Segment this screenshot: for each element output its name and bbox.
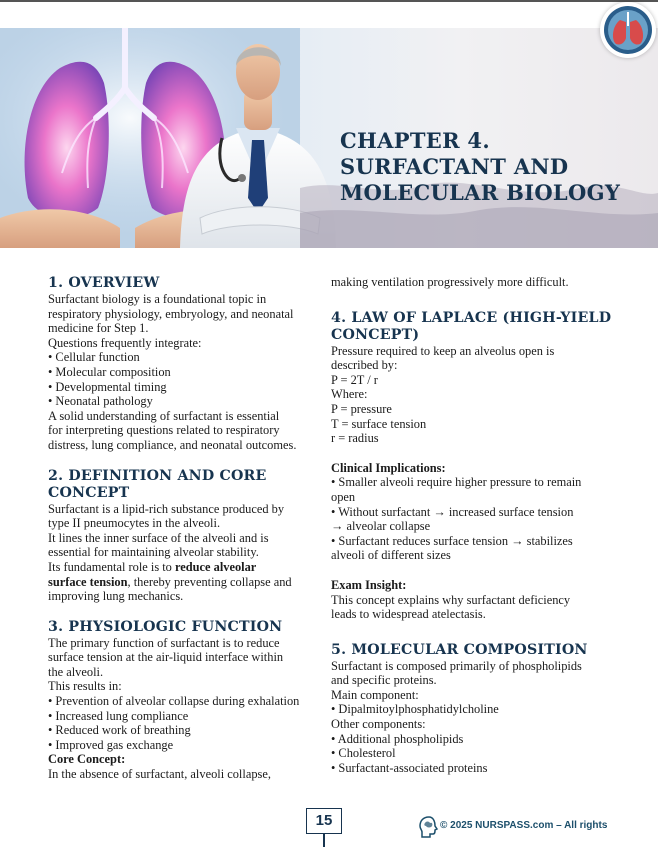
composition-bullet: • Additional phospholipids	[331, 731, 464, 746]
function-bullet: • Reduced work of breathing	[48, 723, 191, 738]
overview-line: Questions frequently integrate:	[48, 335, 202, 350]
role-post: , thereby preventing collapse and	[127, 574, 292, 589]
overview-line: for interpreting questions related to respiratory	[48, 423, 280, 438]
top-rule	[0, 0, 658, 2]
function-bullet: • Prevention of alveolar collapse during exhalation	[48, 694, 300, 709]
definition-role-line	[48, 560, 324, 575]
composition-line: Other components:	[331, 717, 426, 732]
core-concept-label: Core Concept:	[48, 752, 126, 767]
overview-line: Surfactant biology is a foundational topic in	[48, 292, 267, 306]
overview-line: A solid understanding of surfactant is essential	[48, 408, 280, 423]
chapter-title-line-2: SURFACTANT AND	[340, 154, 569, 179]
clinical-line: → alveolar collapse	[331, 519, 431, 534]
section-heading-molecular-composition: 5. MOLECULAR COMPOSITION	[331, 641, 588, 658]
copyright-notice: © 2025 NURSPASS.com – All rights	[440, 820, 608, 831]
role-bold-2: surface tension	[48, 574, 128, 589]
clinical-line: • Surfactant reduces surface tension → stabilizes	[331, 533, 573, 548]
clinical-implications-label: Clinical Implications:	[331, 460, 446, 475]
role-bold-1: reduce alveolar	[174, 559, 257, 574]
clinical-line: • Smaller alveoli require higher pressure to remain	[331, 475, 582, 490]
chapter-title-line-3: MOLECULAR BIOLOGY	[340, 180, 621, 205]
overview-line: medicine for Step 1.	[48, 321, 149, 336]
laplace-line: Where:	[331, 387, 368, 402]
definition-line: improving lung mechanics.	[48, 589, 184, 604]
exam-insight-line: This concept explains why surfactant deficiency	[331, 592, 571, 607]
laplace-heading-line-2: CONCEPT)	[331, 326, 420, 343]
corner-lungs-logo-icon	[600, 2, 656, 58]
brain-head-logo-icon	[418, 815, 440, 839]
chapter-title	[340, 128, 640, 206]
function-bullet: • Improved gas exchange	[48, 737, 174, 752]
definition-line: essential for maintaining alveolar stability.	[48, 545, 259, 560]
definition-heading-line-2: CONCEPT	[48, 484, 130, 501]
composition-line: Surfactant is composed primarily of phospholipids	[331, 658, 582, 673]
left-column	[48, 275, 324, 782]
section-heading-law-of-laplace	[331, 310, 613, 344]
clinical-line: • Without surfactant → increased surface tension	[331, 504, 574, 519]
section-gap	[48, 604, 324, 619]
composition-line: Main component:	[331, 687, 419, 702]
overview-bullet: • Neonatal pathology	[48, 394, 153, 409]
section-gap	[331, 446, 613, 461]
page-number: 15	[306, 808, 342, 834]
definition-heading-line-1: 2. DEFINITION AND CORE	[48, 467, 267, 484]
function-line: The primary function of surfactant is to reduce	[48, 635, 280, 650]
chapter-title-line-1: CHAPTER 4.	[340, 128, 490, 153]
section-gap	[331, 563, 613, 578]
section-gap	[331, 622, 613, 642]
overview-bullet: • Cellular function	[48, 350, 140, 365]
core-concept-line: In the absence of surfactant, alveoli collapse,	[48, 767, 271, 782]
overview-line: respiratory physiology, embryology, and neonatal	[48, 306, 294, 321]
composition-line: and specific proteins.	[331, 673, 437, 688]
definition-line: It lines the inner surface of the alveoli and is	[48, 530, 269, 545]
section-heading-physiologic-function: 3. PHYSIOLOGIC FUNCTION	[48, 618, 283, 635]
composition-bullet: • Dipalmitoylphosphatidylcholine	[331, 702, 499, 717]
laplace-var: P = pressure	[331, 401, 392, 416]
laplace-var: T = surface tension	[331, 416, 427, 431]
laplace-line: Pressure required to keep an alveolus open is	[331, 343, 555, 358]
clinical-line: alveoli of different sizes	[331, 548, 451, 563]
page-number-stem	[323, 834, 325, 847]
role-pre: Its fundamental role is to	[48, 559, 175, 574]
overview-bullet: • Developmental timing	[48, 379, 167, 394]
section-heading-definition	[48, 468, 324, 502]
function-line: the alveoli.	[48, 664, 104, 679]
section-gap	[48, 453, 324, 468]
overview-bullet: • Molecular composition	[48, 364, 171, 379]
composition-bullet: • Cholesterol	[331, 746, 396, 761]
function-line: This results in:	[48, 679, 122, 694]
chapter-hero-banner	[0, 28, 658, 248]
section-gap	[331, 290, 613, 310]
laplace-formula: P = 2T / r	[331, 372, 378, 387]
clinical-line: open	[331, 489, 356, 504]
section-heading-overview: 1. OVERVIEW	[48, 275, 160, 291]
definition-line: type II pneumocytes in the alveoli.	[48, 516, 221, 531]
composition-bullet: • Surfactant-associated proteins	[331, 760, 488, 775]
definition-line: Surfactant is a lipid-rich substance produced by	[48, 501, 285, 516]
continuation-line: making ventilation progressively more difficult.	[331, 275, 569, 289]
definition-role-line	[48, 575, 324, 590]
function-bullet: • Increased lung compliance	[48, 708, 189, 723]
laplace-line: described by:	[331, 358, 398, 373]
exam-insight-label: Exam Insight:	[331, 577, 407, 592]
laplace-heading-line-1: 4. LAW OF LAPLACE (HIGH-YIELD	[331, 309, 612, 326]
right-column	[331, 275, 613, 775]
exam-insight-line: leads to widespread atelectasis.	[331, 607, 486, 622]
overview-line: distress, lung compliance, and neonatal outcomes.	[48, 437, 297, 452]
function-line: surface tension at the air-liquid interface within	[48, 650, 284, 665]
laplace-var: r = radius	[331, 431, 379, 446]
